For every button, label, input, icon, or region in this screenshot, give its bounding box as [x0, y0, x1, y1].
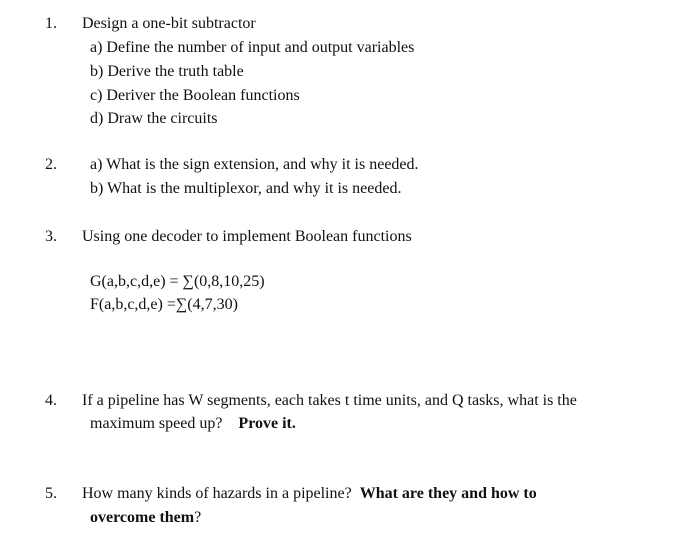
question-5-line-1	[82, 485, 537, 503]
question-2-number: 2.	[45, 156, 57, 173]
question-1-title: Design a one-bit subtractor	[82, 15, 256, 32]
question-4-line-2	[90, 415, 296, 433]
question-5-emphasis-2: overcome them	[90, 509, 195, 526]
question-1-part-c: c) Deriver the Boolean functions	[90, 87, 300, 104]
question-5-line-2	[90, 509, 201, 527]
question-2-part-a: a) What is the sign extension, and why it is needed.	[90, 156, 419, 173]
question-4-number: 4.	[45, 392, 57, 409]
question-3-number: 3.	[45, 228, 57, 245]
question-4-line-1: If a pipeline has W segments, each takes t time units, and Q tasks, what is the	[82, 392, 577, 409]
function-f: F(a,b,c,d,e) =∑(4,7,30)	[90, 296, 238, 313]
question-1-part-a: a) Define the number of input and output variables	[90, 39, 415, 56]
question-1-part-d: d) Draw the circuits	[90, 110, 218, 127]
question-1-number: 1.	[45, 15, 57, 32]
question-2-part-b: b) What is the multiplexor, and why it is needed.	[90, 180, 402, 197]
question-3-title: Using one decoder to implement Boolean functions	[82, 228, 412, 245]
question-5-number: 5.	[45, 485, 57, 502]
function-g: G(a,b,c,d,e) = ∑(0,8,10,25)	[90, 273, 265, 290]
question-4-emphasis: Prove it.	[238, 415, 296, 432]
question-5-end: ?	[194, 509, 202, 526]
question-4-text: maximum speed up?	[90, 415, 223, 432]
question-1-part-b: b) Derive the truth table	[90, 63, 244, 80]
question-5-text: How many kinds of hazards in a pipeline?	[82, 485, 352, 502]
question-5-emphasis-1: What are they and how to	[359, 485, 537, 502]
